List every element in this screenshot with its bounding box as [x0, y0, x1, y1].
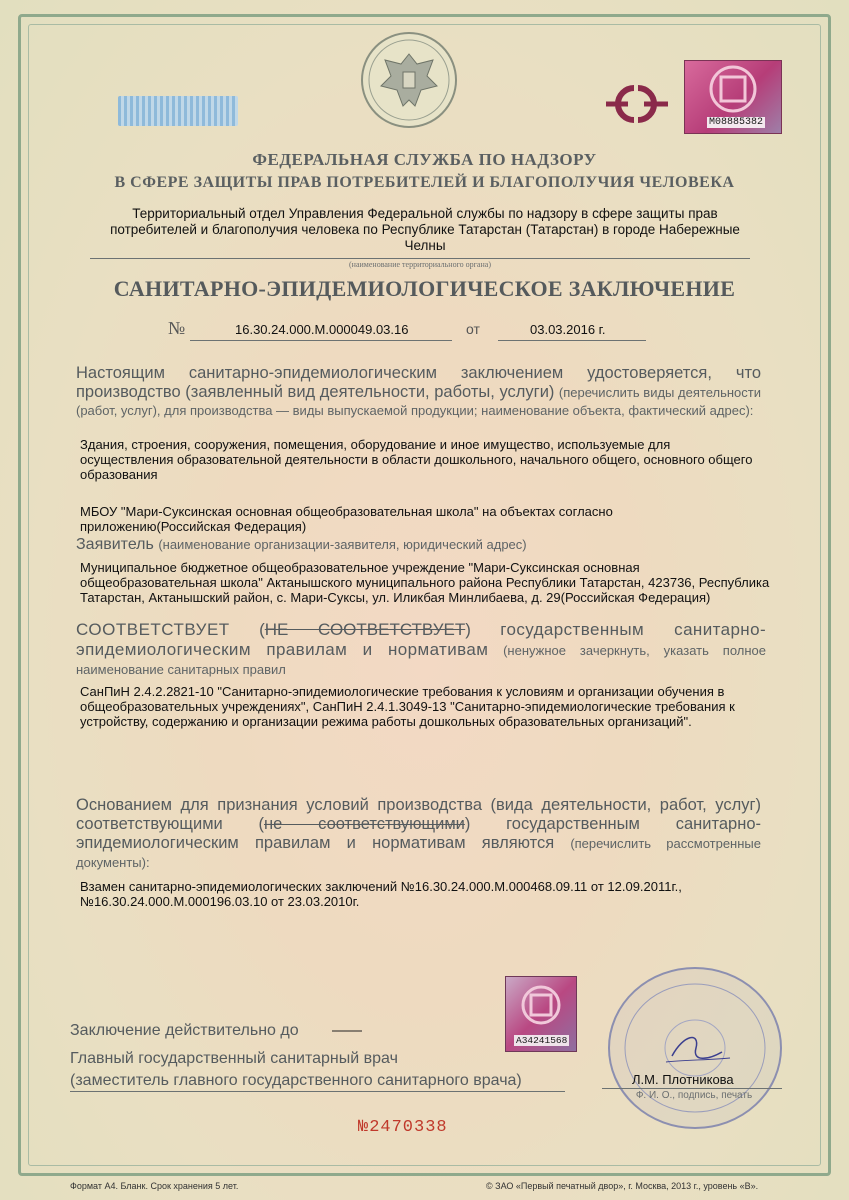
- signer-underline: [602, 1088, 782, 1089]
- production-hint: (перечислить виды деятельности (работ, услуг), для производства — виды выпускаемой продукции; наименование объекта, фактический адрес):: [76, 385, 761, 418]
- agency-name-line2: В СФЕРЕ ЗАЩИТЫ ПРАВ ПОТРЕБИТЕЛЕЙ И БЛАГОПОЛУЧИЯ ЧЕЛОВЕКА: [114, 174, 735, 191]
- se-conformity-mark: [598, 80, 674, 128]
- basis-paren-close: ): [464, 815, 471, 833]
- basis-value: Взамен санитарно-эпидемиологических заключений №16.30.24.000.М.000468.09.11 от 12.09.2011г., №16.30.24.000.М.000196.03.10 от 23.03.2010г.: [80, 879, 682, 909]
- document-date: 03.03.2016 г.: [530, 322, 606, 337]
- hologram-sticker-bottom: [505, 976, 577, 1052]
- not-conforms-struck: НЕ СООТВЕТСТВУЕТ: [264, 620, 466, 639]
- conformity-value: СанПиН 2.4.2.2821-10 "Санитарно-эпидемиологические требования к условиям и организации обучения в общеобразовательных учреждениях", СанПиН 2.4.1.3049-13 "Санитарно-эпидемиологические требования к устройству, содержанию и организации режима работы дошкольных образовательных организаций".: [80, 684, 735, 729]
- basis-section: [76, 796, 761, 872]
- security-hologram-strip: [118, 96, 238, 126]
- conformity-paren-close: ): [465, 620, 471, 639]
- conformity-paren-open: (: [259, 620, 265, 639]
- applicant-heading: [76, 536, 766, 554]
- agency-name-line1: ФЕДЕРАЛЬНАЯ СЛУЖБА ПО НАДЗОРУ: [252, 150, 597, 169]
- hologram-bottom-code: A34241568: [516, 1035, 568, 1046]
- number-label: №: [168, 318, 186, 338]
- number-underline: [190, 340, 452, 341]
- blank-serial-number: №2470338: [358, 1118, 448, 1137]
- coat-of-arms-emblem: [359, 30, 459, 130]
- production-object: МБОУ "Мари-Суксинская основная общеобразовательная школа" на объектах согласно приложению(Российская Федерация): [80, 504, 613, 534]
- printer-note: © ЗАО «Первый печатный двор», г. Москва, 2013 г., уровень «В».: [486, 1181, 759, 1191]
- document-title: САНИТАРНО-ЭПИДЕМИОЛОГИЧЕСКОЕ ЗАКЛЮЧЕНИЕ: [113, 276, 736, 301]
- conformity-section: [76, 620, 766, 679]
- production-lead: Настоящим санитарно-эпидемиологическим заключением удостоверяется, что производство (заявленный вид деятельности, работы, услуги): [76, 364, 761, 401]
- conformity-rest: государственным санитарно-эпидемиологическим правилам и нормативам: [76, 620, 767, 659]
- applicant-hint: (наименование организации-заявителя, юридический адрес): [158, 537, 527, 552]
- signer-name: Л.М. Плотникова: [632, 1072, 734, 1087]
- basis-lead-b: государственным санитарно-эпидемиологическим правилам и нормативам являются: [76, 815, 761, 852]
- territorial-body-name: Территориальный отдел Управления Федеральной службы по надзору в сфере защиты прав потребителей и благополучия человека по Республике Татарстан (Татарстан) в городе Набережные Челны: [110, 206, 740, 253]
- date-underline: [498, 340, 646, 341]
- official-stamp: [604, 964, 786, 1132]
- basis-hint: (перечислить рассмотренные документы):: [76, 836, 761, 870]
- document-number: 16.30.24.000.М.000049.03.16: [235, 322, 409, 337]
- basis-paren-open: (: [258, 815, 264, 833]
- signer-caption: Ф. И. О., подпись, печать: [635, 1090, 753, 1101]
- chief-doctor-line1: Главный государственный санитарный врач: [70, 1050, 398, 1067]
- conforms-word: СООТВЕТСТВУЕТ: [76, 620, 230, 639]
- basis-struck: не соответствующими: [263, 815, 465, 833]
- production-section: [76, 364, 761, 420]
- format-note: Формат А4. Бланк. Срок хранения 5 лет.: [70, 1181, 239, 1191]
- territorial-caption: (наименование территориального органа): [349, 260, 491, 269]
- applicant-label: Заявитель: [76, 536, 154, 553]
- production-value: Здания, строения, сооружения, помещения, оборудование и иное имущество, используемые для осуществления образовательной деятельности в области дошкольного, начального общего, основного общего образования: [80, 437, 753, 482]
- territorial-underline: [90, 258, 750, 259]
- chief-doctor-underline: [70, 1091, 565, 1092]
- hologram-sticker-top: [684, 60, 782, 134]
- conformity-hint: (ненужное зачеркнуть, указать полное наименование санитарных правил: [76, 643, 766, 677]
- applicant-value: Муниципальное бюджетное общеобразовательное учреждение "Мари-Суксинская основная общеобразовательная школа" Актанышского муниципального района Республики Татарстан, 423736, Республика Татарстан, Актанышский район, с. Мари-Суксы, ул. Иликбая Минлибаева, д. 29(Российская Федерация): [80, 560, 770, 605]
- date-label: от: [466, 321, 480, 337]
- valid-until-label: Заключение действительно до: [70, 1022, 299, 1039]
- chief-doctor-line2: (заместитель главного государственного санитарного врача): [70, 1072, 522, 1089]
- valid-until-value: ——: [332, 1022, 362, 1039]
- basis-lead-a: Основанием для признания условий производства (вида деятельности, работ, услуг) соответствующими: [76, 796, 761, 833]
- hologram-top-code: M08885382: [709, 117, 764, 128]
